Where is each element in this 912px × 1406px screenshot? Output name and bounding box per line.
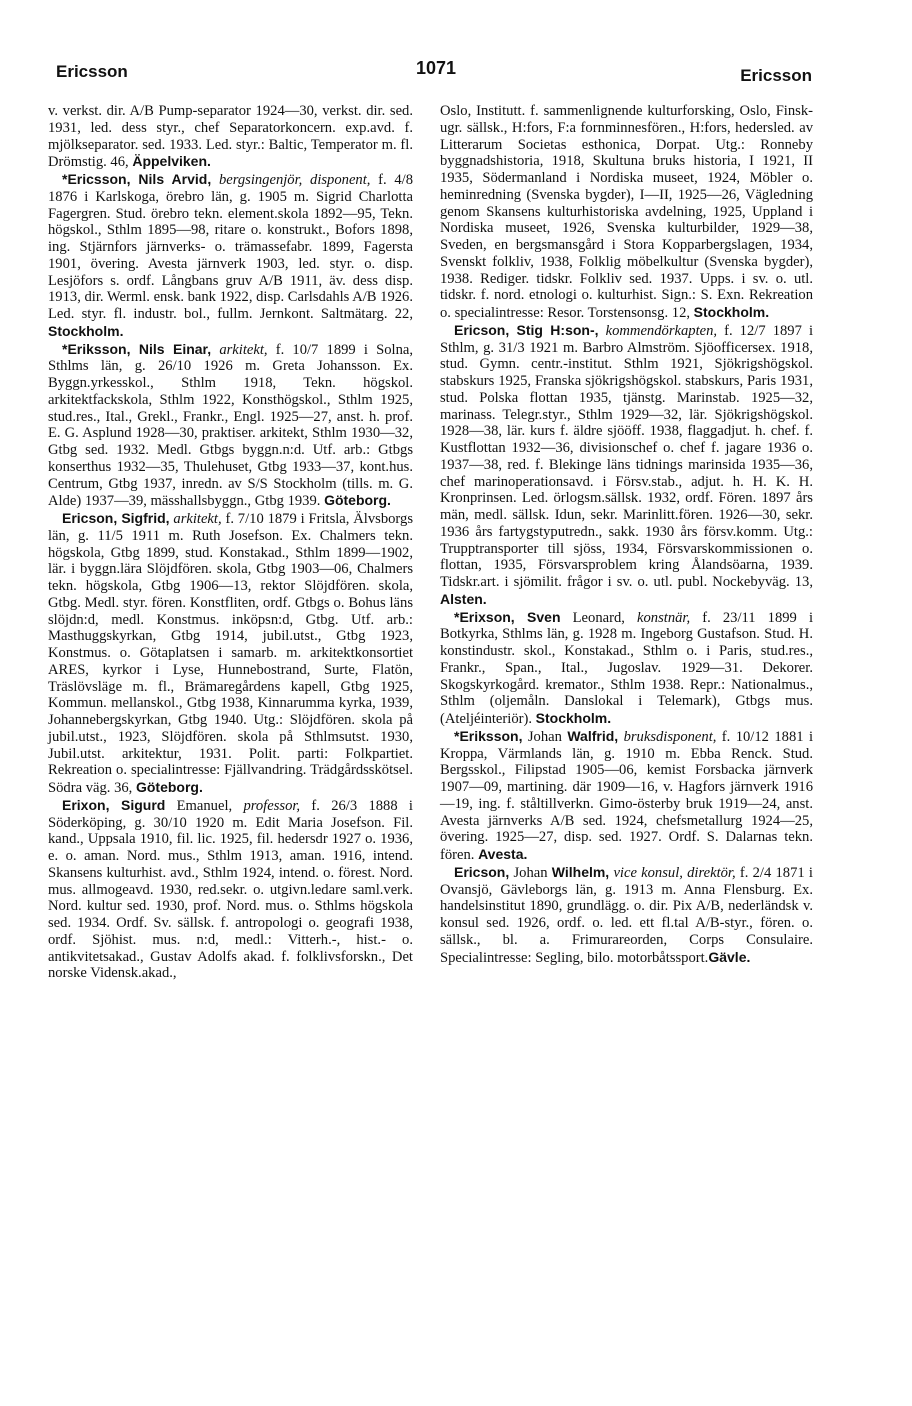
entry-name: *Eriksson, <box>454 727 523 744</box>
entry-name: Ericson, Stig H:son-, <box>454 321 599 338</box>
entry-name-suffix: Emanuel, <box>165 797 244 814</box>
entry-city: Stockholm. <box>535 710 612 726</box>
entry-city: Göteborg. <box>324 492 391 509</box>
entry <box>48 797 413 982</box>
entry-body: f. 26/3 1888 i Söderköping, g. 30/10 1920 m. Edit Maria Josefson. Fil. kand., Uppsala 1910, fil. lic. 1925, fil. hedersdr 1927 o. 1936, e. o. aman. Nord. mus., Sthlm 1913, aman. 1916, intend. Skansens kulturhist. avd., Sthlm 1924, intend. o. förest. Nord. mus. allmogeavd. 1930, red.sekr. o. utgivn.ledare saml.verk. Nord. kultur sed. 1930, prof. Nord. mus. o. Sthlms högskola sed. 1934. Ordf. Sv. sällsk. f. antropologi o. geografi 1938, ordf. Sjöhist. mus. n:d, medl.: Vitterh.-, hist.- o. antikvitetsakad., Gustav Adolfs akad. f. folklivsforskn., Det norske Vidensk.akad., <box>48 797 413 982</box>
entry-name-bold: Walfrid, <box>567 727 619 744</box>
header-left-keyword: Ericsson <box>56 62 128 81</box>
entry-body: f. 10/12 1881 i Kroppa, Värmlands län, g. 1910 m. Ebba Renck. Stud. Bergsskol., Filipstad 1905—06, kemist Forsbacka järnverk 1907—09, martining. där 1909—16, v. Hagfors järnverk 1916—19, ing. f. ståltillverkn. Gimo-österby bruk 1919—24, anst. Avesta järnverks A/B sed. 1924, chefsmetallurg 1924—25, övering. 1925—27, disp. sed. 1927. Ordf. S. Dalarnas tekn. fören. <box>440 728 813 863</box>
entry-name: *Ericsson, Nils Arvid, <box>62 171 212 187</box>
entry-occupation: bergsingenjör, disponent, <box>218 172 371 188</box>
entry-occupation: vice konsul, direktör, <box>613 864 736 881</box>
entry-body: Oslo, Institutt. f. sammenlignende kulturforsking, Oslo, Finsk-ugr. sällsk., H:fors, F:a fornminnesfören., H:fors, hedersled. av Litterarum Societas esthonica, Dorpat. Utg.: Ronneby byggnadshistoria, 1918, Skultuna bruks historia, I 1921, II 1935, Södermanland i Nordiska museet, 1924, Möbler o. heminredning (Svenska bygder), I—II, 1925—26, Vägledning genom Skansens kulturhistoriska avdelning, 1925, Uppland i Nordiska museet, 1926, Svenska kulturbilder, 1929—38, Sveden, en bergsmansgård i Stora Kopparbergslagen, 1934, Svenskt folkliv, 1938, Folklig möbelkultur (Svenska bygder), 1938. Rediger. tidskr. Folkliv sed. 1937. Upps. i sv. o. utl. tidskr. f. nord. etnologi o. kulturhist. Sign.: S. Exn. Rekreation o. specialintresse: Resor. Torstensonsg. 12, <box>440 103 813 321</box>
entry-name-suffix: Johan <box>509 864 552 881</box>
entry-occupation: arkitekt, <box>173 511 222 527</box>
entry-name: *Eriksson, Nils Einar, <box>62 340 212 357</box>
entry-name: Ericson, <box>454 863 510 880</box>
entry-city: Stockholm. <box>48 322 124 339</box>
entry-city: Gävle. <box>708 948 751 965</box>
entry <box>48 341 413 511</box>
entry-city: Alsten. <box>440 590 487 607</box>
entry-occupation: kommendörkapten, <box>605 322 718 339</box>
entry-body: f. 4/8 1876 i Karlskoga, örebro län, g. 1905 m. Sigrid Charlotta Fagergren. Stud. örebro tekn. element.skola 1892—95, Tekn. högskol., Sthlm 1895—98, ritare o. konstrukt., Bofors 1898, ing. Stjärnfors järnverks- o. trämassefabr. 1899, Fagersta 1901, övering. Avesta järnverk 1903, led. styr. o. disp. Lesjöfors s. ordf. Långbans gruv A/B 1911, äv. dess disp. 1913, dir. Werml. ensk. bank 1922, disp. Carlsdahls A/B 1926. Led. styr. fl. industr. bol., fullm. Jernkont. Saltmätarg. 22, <box>48 172 414 322</box>
entry-body: f. 7/10 1879 i Fritsla, Älvsborgs län, g. 11/5 1911 m. Ruth Josefson. Ex. Chalmers tekn. högskola, Gtbg 1899, stud. Konstakad., Sthlm 1899—1902, lär. i byggn.lära Slöjdfören. skola, Gtbg 1903—06, Chalmers tekn. högskola, Gtbg 1906—13, rektor Slöjdfören. skola, Gtbg. Medl. styr. fören. Konstfliten, ordf. Gtbgs o. Bohus läns slöjdn:d, medl. Konstmus. inköpsn:d, Gtbg. Utf. arb.: Masthuggskyrkan, Gtbg 1914, jubil.utst., Gtbg 1923, Konstmus. o. Götaplatsen i samarb. m. arkitektkonsortiet ARES, kyrkor i Lyse, Hunnebostrand, Surte, Flatön, Träslövsläge m. fl., Brämaregårdens kapell, Gtbg 1925, Kommun. mellanskol., Gtbg 1938, Kinnarumma kyrka, 1939, Johannebergskyrkan, Gtbg 1940. Utg.: Slöjdfören. skola på jubil.utst., 1923, Slöjdfören. skola på Sthlmsutst. 1930, Jubil.utst. arkitektur, 1931. Polit. parti: Folkpartiet. Rekreation o. specialintresse: Fjällvandring. Trädgårdsskötsel. Södra väg. 36, <box>48 511 413 796</box>
entry <box>440 322 813 609</box>
entry-city: Avesta. <box>478 846 528 862</box>
entry-name: *Erixson, Sven <box>454 608 561 625</box>
entry-body: v. verkst. dir. A/B Pump-separator 1924—30, verkst. dir. sed. 1931, led. dess styr., chef Separatorkoncern. exp.avd. f. mjölkseparator. sed. 1933. Led. styr.: Baltic, Temperator m. fl. Drömstig. 46, <box>48 103 413 171</box>
page-header <box>0 58 912 84</box>
entry <box>48 171 413 341</box>
entry-city: Stockholm. <box>693 304 770 320</box>
entry <box>440 609 813 728</box>
entry-name-suffix: Johan <box>522 728 568 745</box>
header-right-keyword: Ericsson <box>740 66 812 85</box>
entry-occupation: professor, <box>243 797 301 814</box>
entry <box>48 510 413 797</box>
entry-continuation <box>440 103 813 322</box>
page-number: 1071 <box>416 58 457 78</box>
entry-name: Erixon, Sigurd <box>62 796 166 813</box>
left-column <box>48 103 413 982</box>
entry-body: f. 10/7 1899 i Solna, Sthlms län, g. 26/10 1926 m. Greta Johansson. Ex. Byggn.yrkesskol., Sthlm 1918, Tekn. högskol. arkitektfackskola, Sthlm 1922, Konsthögskol., Sthlm 1925, stud.res., Ital., Grekl., Frankr., Engl. 1925—27, anst. h. prof. E. G. Asplund 1928—30, praktiser. arkitekt, Sthlm 1930—32, Gtbg sed. 1932. Medl. Gtbgs byggn.n:d. Utf. arb.: Gtbgs konserthus 1932—35, Thulehuset, Gtbg 1933—37, kont.hus. Centrum, Gtbg 1937, inredn. av S/S Stockholm (tills. m. G. Alde) 1937—39, mässhallsbyggn., Gtbg 1939. <box>48 341 414 510</box>
right-column <box>440 103 813 966</box>
entry-city: Äppelviken. <box>132 153 211 170</box>
entry-continuation <box>48 103 413 171</box>
entry-name-suffix: Leonard, <box>560 609 638 626</box>
entry-occupation: arkitekt, <box>219 341 268 358</box>
entry-name: Ericson, Sigfrid, <box>62 510 170 526</box>
entry-occupation: bruksdisponent, <box>623 728 717 745</box>
entry-body: f. 12/7 1897 i Sthlm, g. 31/3 1921 m. Barbro Almström. Sjöofficersex. 1918, stud. Gymn. centr.-institut. Sthlm 1921, Sjökrigshögskol. stabskurs 1925, Franska sjökrigshögskol. stabskurs, Paris 1931, stud. Polska flottan 1935, tjänstg. Marinstab. 1925—32, marinass. Telegr.styr., Sthlm 1929—32, lär. Sjökrigshögskol. 1928—38, lär. kurs f. äldre sjööff. 1938, flaggadjut. h. chef. f. Kustflottan 1932—36, divisionschef o. chef f. jagare 1936 o. 1937—38, red. f. Blekinge läns tidnings marinsida 1935—36, chef marinoperationsavd. i Försv.stab., adjut. h. H. K. H. Kronprinsen. Led. örlogsm.sällsk. 1932, ordf. Fören. 1897 års män, medl. sällsk. Idun, sekr. Marinlitt.fören. 1926—30, sekr. 1936 års fartygstyputredn., sakk. 1930 års försv.komm. Utg.: Trupptransporter till sjöss, 1934, Försvarskommissionen o. flottan, 1935, Försvarsproblem kring Ålandsöarna, 1939. Tidskr.art. i sjömilit. frågor i sv. o. utl. publ. Nockebyväg. 13, <box>440 322 813 590</box>
entry-name-bold: Wilhelm, <box>551 863 610 880</box>
entry-body: f. 2/4 1871 i Ovansjö, Gävleborgs län, g. 1913 m. Anna Flensburg. Ex. handelsinstitut 1890, grundlägg. o. dir. Pix A/B, nederländsk v. konsul sed. 1926, ordf. o. led. ett fl.tal A/B-styr., fören. o. sällsk., bl. a. Frimurareorden, Corps Consulaire. Specialintresse: Segling, bilo. motorbåtssport. <box>440 864 813 966</box>
entry-occupation: konstnär, <box>637 609 691 626</box>
entry <box>440 864 813 967</box>
entry <box>440 728 813 864</box>
entry-city: Göteborg. <box>135 779 203 795</box>
entry-body: f. 23/11 1899 i Botkyrka, Sthlms län, g. 1928 m. Ingeborg Gustafson. Stud. H. konstindustr. skol., Konstakad., Sthlm o. i Paris, stud.res., Frankr., Span., Ital., Jugoslav. 1929—31. Dekorer. Skogskyrkogård. kremator., Sthlm 1938. Repr.: Nationalmus., Sthlm (oljemåln. Danslokal i Telemark), Gtbgs mus. (Ateljéinteriör). <box>440 609 814 727</box>
